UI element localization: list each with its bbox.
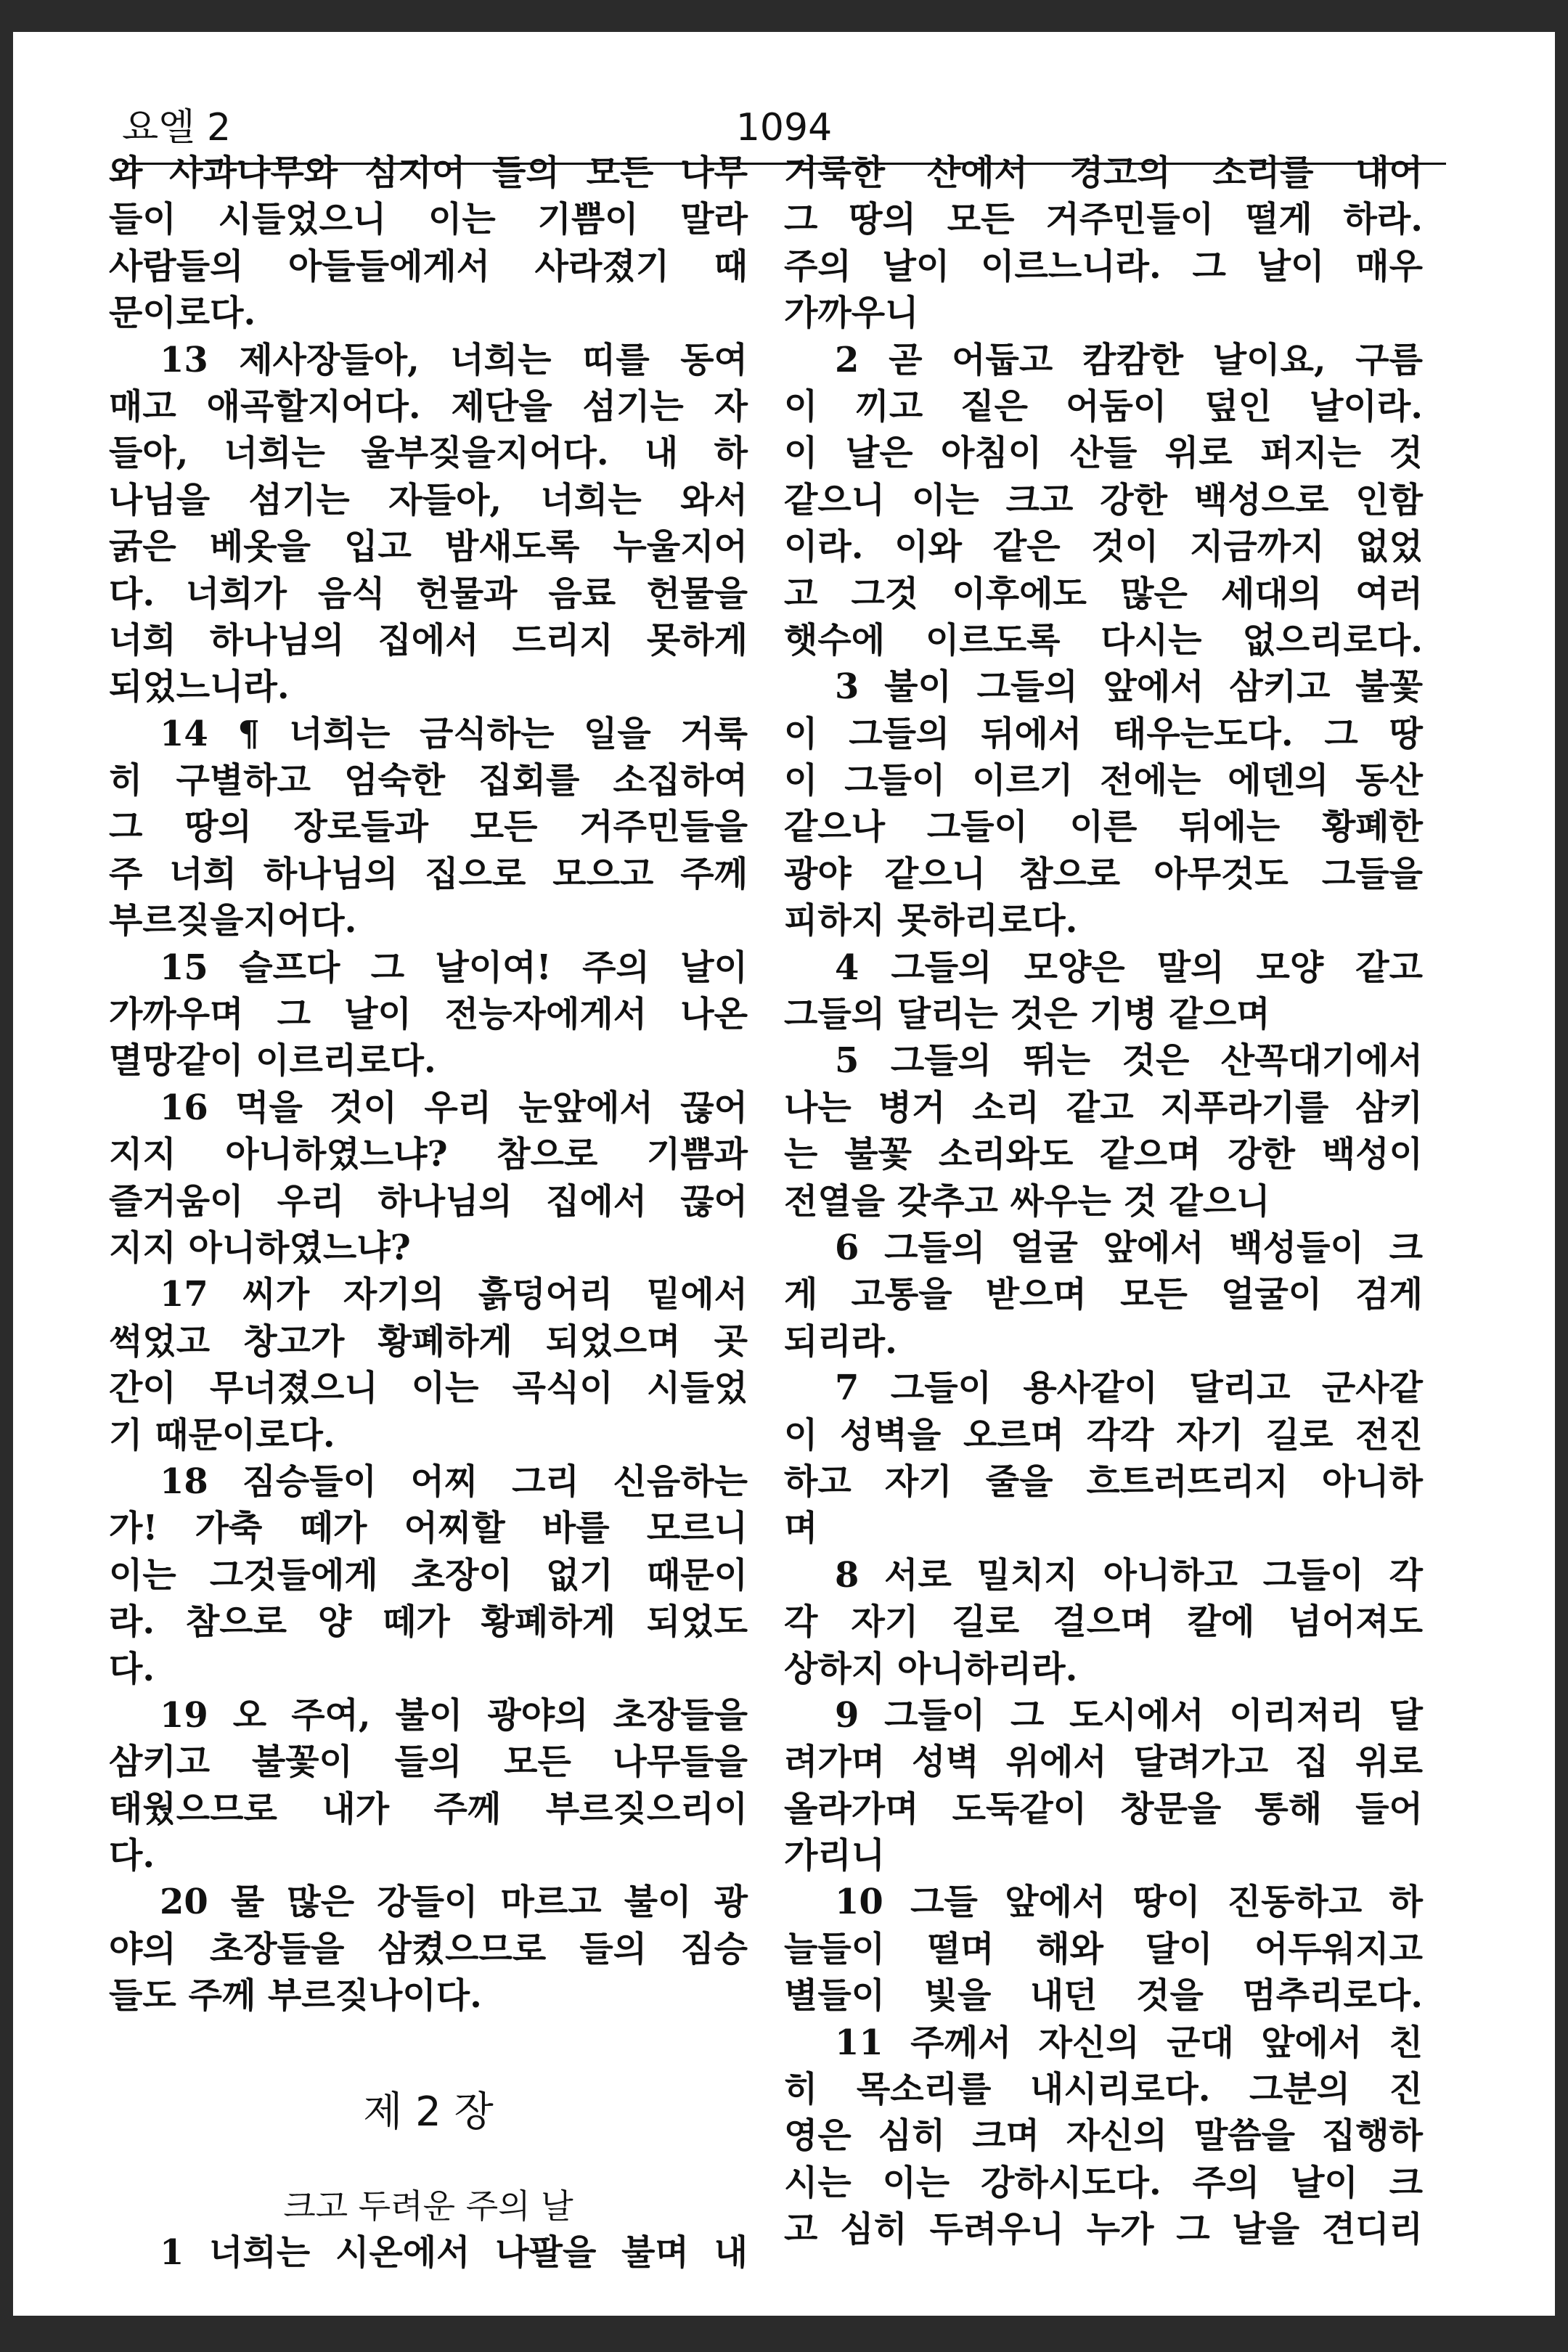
verse-start-line: 14 ¶ 너희는 금식하는 일을 거룩	[160, 713, 748, 754]
text-line: 다. 너희가 음식 헌물과 음료 헌물을	[109, 573, 748, 614]
text-line: 와 사과나무와 심지어 들의 모든 나무	[109, 152, 748, 193]
verse-start-line: 10 그들 앞에서 땅이 진동하고 하	[835, 1882, 1423, 1923]
verse-start-line: 7 그들이 용사같이 달리고 군사같	[835, 1368, 1423, 1409]
text-line: 시는 이는 강하시도다. 주의 날이 크	[784, 2162, 1423, 2203]
text-line: 멸망같이 이르리로다.	[109, 1040, 436, 1082]
chapter-heading: 제 2 장	[363, 2088, 494, 2136]
text-line: 가까우며 그 날이 전능자에게서 나온	[109, 994, 748, 1035]
text-line: 간이 무너졌으니 이는 곡식이 시들었	[109, 1368, 748, 1409]
verse-start-line: 19 오 주여, 불이 광야의 초장들을	[160, 1694, 748, 1736]
verse-start-line: 17 씨가 자기의 흙덩어리 밑에서	[160, 1274, 748, 1315]
page-number: 1094	[735, 106, 833, 150]
verse-start-line: 5 그들의 뛰는 것은 산꼭대기에서	[835, 1040, 1423, 1082]
book-chapter-label: 요엘 2	[122, 106, 232, 150]
text-line: 들도 주께 부르짖나이다.	[109, 1975, 482, 2017]
text-line: 가까우니	[784, 293, 919, 334]
text-line: 즐거움이 우리 하나님의 집에서 끊어	[109, 1180, 748, 1222]
text-line: 되리라.	[784, 1320, 897, 1362]
right-text-column	[784, 150, 1423, 2253]
text-line: 사람들의 아들들에게서 사라졌기 때	[109, 245, 748, 287]
text-line: 주 너희 하나님의 집으로 모으고 주께	[109, 853, 748, 894]
text-line: 올라가며 도둑같이 창문을 통해 들어	[784, 1788, 1423, 1829]
text-line: 그 땅의 장로들과 모든 거주민들을	[109, 807, 748, 848]
text-line: 이라. 이와 같은 것이 지금까지 없었	[784, 526, 1423, 568]
text-line: 히 구별하고 엄숙한 집회를 소집하여	[109, 760, 748, 801]
text-line: 다.	[109, 1835, 155, 1877]
verse-start-line: 11 주께서 자신의 군대 앞에서 친	[835, 2022, 1423, 2063]
verse-start-line: 15 슬프다 그 날이여! 주의 날이	[160, 947, 748, 988]
text-line: 굵은 베옷을 입고 밤새도록 누울지어	[109, 526, 748, 568]
text-line: 다.	[109, 1648, 155, 1689]
text-line: 지지 아니하였느냐? 참으로 기쁨과	[109, 1134, 748, 1175]
text-line: 늘들이 떨며 해와 달이 어두워지고	[784, 1928, 1423, 1969]
verse-start-line: 9 그들이 그 도시에서 이리저리 달	[835, 1694, 1423, 1736]
verse-start-line: 16 먹을 것이 우리 눈앞에서 끊어	[160, 1087, 748, 1128]
text-line: 려가며 성벽 위에서 달려가고 집 위로	[784, 1741, 1423, 1783]
text-line: 그들의 달리는 것은 기병 같으며	[784, 994, 1270, 1035]
text-line: 광야 같으니 참으로 아무것도 그들을	[784, 853, 1423, 894]
text-line: 나님을 섬기는 자들아, 너희는 와서	[109, 479, 748, 520]
text-line: 는 불꽃 소리와도 같으며 강한 백성이	[784, 1134, 1423, 1175]
text-line: 너희 하나님의 집에서 드리지 못하게	[109, 619, 748, 661]
text-line: 며	[784, 1508, 818, 1549]
verse-start-line: 4 그들의 모양은 말의 모양 같고	[835, 947, 1423, 988]
text-line: 이 성벽을 오르며 각각 자기 길로 전진	[784, 1414, 1423, 1455]
text-line: 별들이 빛을 내던 것을 멈추리로다.	[784, 1975, 1423, 2017]
text-line: 이는 그것들에게 초장이 없기 때문이	[109, 1554, 748, 1596]
text-line: 라. 참으로 양 떼가 황폐하게 되었도	[109, 1601, 748, 1643]
text-line: 주의 날이 이르느니라. 그 날이 매우	[784, 245, 1423, 287]
text-line: 야의 초장들을 삼켰으므로 들의 짐승	[109, 1928, 748, 1969]
text-line: 이 끼고 짙은 어둠이 덮인 날이라.	[784, 385, 1423, 427]
text-line: 삼키고 불꽃이 들의 모든 나무들을	[109, 1741, 748, 1783]
text-line: 들아, 너희는 울부짖을지어다. 내 하	[109, 433, 748, 474]
text-line: 매고 애곡할지어다. 제단을 섬기는 자	[109, 385, 748, 427]
verse-start-line: 3 불이 그들의 앞에서 삼키고 불꽃	[835, 666, 1423, 708]
text-line: 게 고통을 받으며 모든 얼굴이 검게	[784, 1274, 1423, 1315]
text-line: 가리니	[784, 1835, 886, 1877]
section-subtitle: 크고 두려운 주의 날	[283, 2186, 573, 2226]
text-line: 같으니 이는 크고 강한 백성으로 인함	[784, 479, 1423, 520]
text-line: 영은 심히 크며 자신의 말씀을 집행하	[784, 2115, 1423, 2157]
text-line: 이 그들이 이르기 전에는 에덴의 동산	[784, 760, 1423, 801]
text-line: 전열을 갖추고 싸우는 것 같으니	[784, 1180, 1270, 1222]
verse-start-line: 8 서로 밀치지 아니하고 그들이 각	[835, 1554, 1423, 1596]
left-text-column	[109, 150, 748, 2277]
text-line: 문이로다.	[109, 293, 256, 334]
text-line: 나는 병거 소리 같고 지푸라기를 삼키	[784, 1087, 1423, 1128]
text-line: 되었느니라.	[109, 666, 290, 708]
text-line: 피하지 못하리로다.	[784, 900, 1078, 942]
text-line: 히 목소리를 내시리로다. 그분의 진	[784, 2069, 1423, 2110]
text-line: 고 그것 이후에도 많은 세대의 여러	[784, 573, 1423, 614]
text-line: 지지 아니하였느냐?	[109, 1227, 411, 1268]
text-line: 고 심히 두려우니 누가 그 날을 견디리	[784, 2209, 1423, 2250]
text-line: 상하지 아니하리라.	[784, 1648, 1078, 1689]
text-line: 거룩한 산에서 경고의 소리를 내어	[784, 152, 1423, 193]
text-line: 햇수에 이르도록 다시는 없으리로다.	[784, 619, 1423, 661]
text-line: 태웠으므로 내가 주께 부르짖으리이	[109, 1788, 748, 1829]
text-line: 하고 자기 줄을 흐트러뜨리지 아니하	[784, 1461, 1423, 1502]
text-line: 부르짖을지어다.	[109, 900, 357, 942]
text-line: 이 날은 아침이 산들 위로 퍼지는 것	[784, 433, 1423, 474]
text-line: 같으나 그들이 이른 뒤에는 황폐한	[784, 807, 1423, 848]
verse-start-line: 13 제사장들아, 너희는 띠를 동여	[160, 339, 748, 380]
text-line: 썩었고 창고가 황폐하게 되었으며 곳	[109, 1320, 748, 1362]
text-line: 가! 가축 떼가 어찌할 바를 모르니	[109, 1508, 748, 1549]
verse-start-line: 20 물 많은 강들이 마르고 불이 광	[160, 1882, 748, 1923]
text-line: 그 땅의 모든 거주민들이 떨게 하라.	[784, 199, 1423, 240]
text-line: 기 때문이로다.	[109, 1414, 335, 1455]
text-line: 이 그들의 뒤에서 태우는도다. 그 땅	[784, 713, 1423, 754]
verse-start-line: 1 너희는 시온에서 나팔을 불며 내	[160, 2232, 748, 2274]
verse-start-line: 18 짐승들이 어찌 그리 신음하는	[160, 1461, 748, 1502]
text-line: 각 자기 길로 걸으며 칼에 넘어져도	[784, 1601, 1423, 1643]
text-line: 들이 시들었으니 이는 기쁨이 말라	[109, 199, 748, 240]
verse-start-line: 6 그들의 얼굴 앞에서 백성들이 크	[835, 1227, 1423, 1268]
verse-start-line: 2 곧 어둡고 캄캄한 날이요, 구름	[835, 339, 1423, 380]
